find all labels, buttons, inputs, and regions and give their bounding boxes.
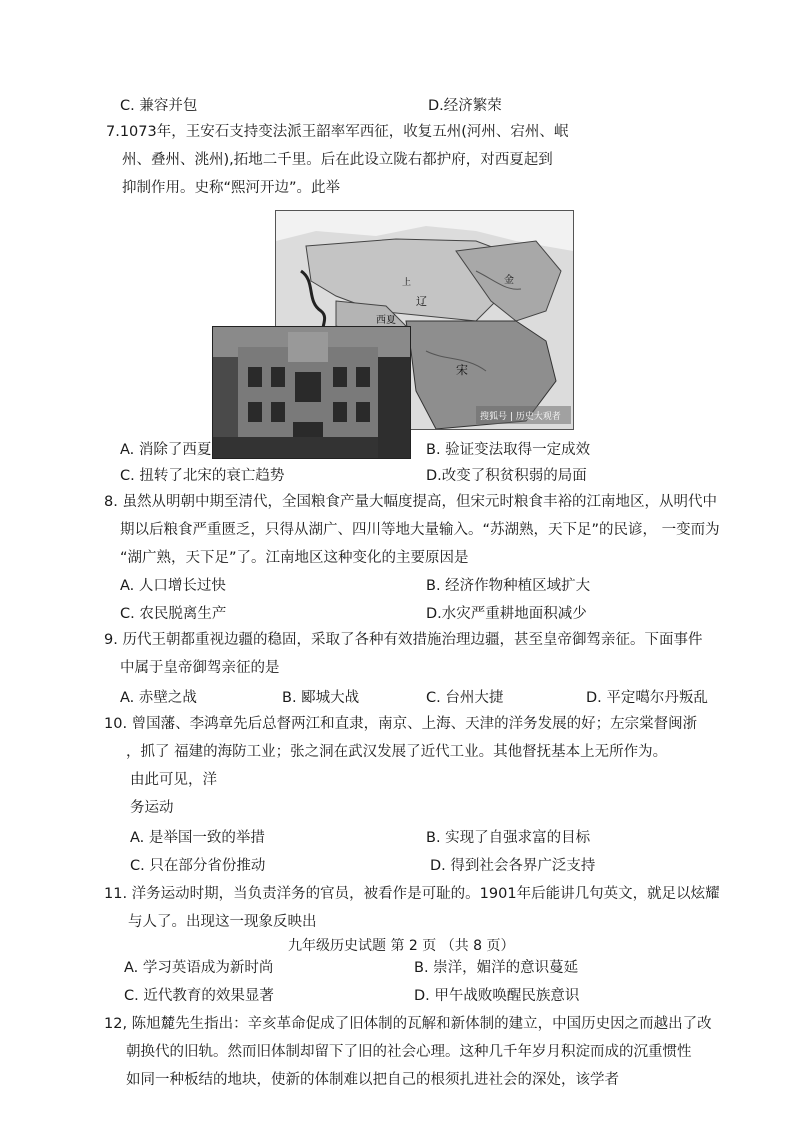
q10-stem-line4: 务运动	[130, 800, 174, 816]
map-label-shang: 上	[402, 278, 412, 288]
page-footer: 九年级历史试题 第 2 页 （共 8 页）	[288, 938, 515, 954]
q10-stem-line3: 由此可见，洋	[130, 772, 217, 788]
q10-option-c: C. 只在部分省份推动	[130, 858, 266, 874]
q8-stem-line2: 期以后粮食严重匮乏，只得从湖广、四川等地大量输入。“苏湖熟，天下足”的民谚， 一变而为	[120, 522, 720, 538]
q8-option-a: A. 人口增长过快	[120, 578, 226, 594]
q9-stem-line1: 9. 历代王朝都重视边疆的稳固，采取了各种有效措施治理边疆，甚至皇帝御驾亲征。下面事件	[104, 632, 703, 648]
map-label-liao: 辽	[416, 295, 427, 308]
q7-option-b: B. 验证变法取得一定成效	[426, 442, 591, 458]
map-label-xixia: 西夏	[376, 315, 396, 326]
q7-option-a: A. 消除了西夏	[120, 442, 212, 458]
q8-stem-line3: “湖广熟，天下足”了。江南地区这种变化的主要原因是	[120, 550, 469, 566]
q7-option-d: D.改变了积贫积弱的局面	[426, 468, 587, 484]
q7-stem-line3: 抑制作用。史称“熙河开边”。此举	[122, 180, 341, 196]
q10-stem-line1: 10. 曾国藩、李鸿章先后总督两江和直隶，南京、上海、天津的洋务发展的好；左宗棠督闽浙	[104, 716, 698, 732]
q11-option-b: B. 崇洋，媚洋的意识蔓延	[414, 960, 579, 976]
q10-option-b: B. 实现了自强求富的目标	[426, 830, 591, 846]
q12-stem-line1: 12, 陈旭麓先生指出：辛亥革命促成了旧体制的瓦解和新体制的建立，中国历史因之而越出了改	[104, 1016, 712, 1032]
q8-option-d: D.水灾严重耕地面积减少	[426, 606, 587, 622]
q7-stem-line2: 州、叠州、洮州),拓地二千里。后在此设立陇右都护府，对西夏起到	[122, 152, 553, 168]
q12-stem-line2: 朝换代的旧轨。然而旧体制却留下了旧的社会心理。这种几千年岁月积淀而成的沉重惯性	[126, 1044, 692, 1060]
map-watermark: 搜狐号 | 历史大观者	[480, 412, 561, 422]
q11-stem-line2: 与人了。出现这一现象反映出	[128, 914, 317, 930]
q8-option-b: B. 经济作物种植区域扩大	[426, 578, 591, 594]
q9-option-b: B. 郾城大战	[282, 690, 360, 706]
q11-stem-line1: 11. 洋务运动时期，当负责洋务的官员，被看作是可耻的。1901年后能讲几句英文，就足以炫耀	[104, 886, 720, 902]
q6-option-d: D.经济繁荣	[428, 98, 502, 114]
q12-stem-line3: 如同一种板结的地块，使新的体制难以把自己的根须扎进社会的深处，该学者	[126, 1072, 619, 1088]
q9-option-c: C. 台州大捷	[426, 690, 504, 706]
q11-option-d: D. 甲午战败唤醒民族意识	[414, 988, 580, 1004]
map-label-jin: 金	[504, 275, 514, 286]
building-photo-image	[212, 326, 411, 459]
q11-option-c: C. 近代教育的效果显著	[124, 988, 274, 1004]
q11-option-a: A. 学习英语成为新时尚	[124, 960, 274, 976]
q7-stem-line1: 7.1073年，王安石支持变法派王韶率军西征，收复五州(河州、宕州、岷	[106, 124, 569, 140]
q6-option-c: C. 兼容并包	[120, 98, 198, 114]
q9-stem-line2: 中属于皇帝御驾亲征的是	[120, 660, 280, 676]
q9-option-d: D. 平定噶尔丹叛乱	[586, 690, 708, 706]
q7-option-c: C. 扭转了北宋的衰亡趋势	[120, 468, 285, 484]
q8-stem-line1: 8. 虽然从明朝中期至清代，全国粮食产量大幅度提高，但宋元时粮食丰裕的江南地区，从明代中	[104, 494, 717, 510]
q10-option-d: D. 得到社会各界广泛支持	[430, 858, 596, 874]
q10-option-a: A. 是举国一致的举措	[130, 830, 265, 846]
q10-stem-line2: ，抓了 福建的海防工业；张之洞在武汉发展了近代工业。其他督抚基本上无所作为。	[126, 744, 668, 760]
map-label-song: 宋	[456, 363, 469, 377]
q8-option-c: C. 农民脱离生产	[120, 606, 227, 622]
q9-option-a: A. 赤壁之战	[120, 690, 197, 706]
